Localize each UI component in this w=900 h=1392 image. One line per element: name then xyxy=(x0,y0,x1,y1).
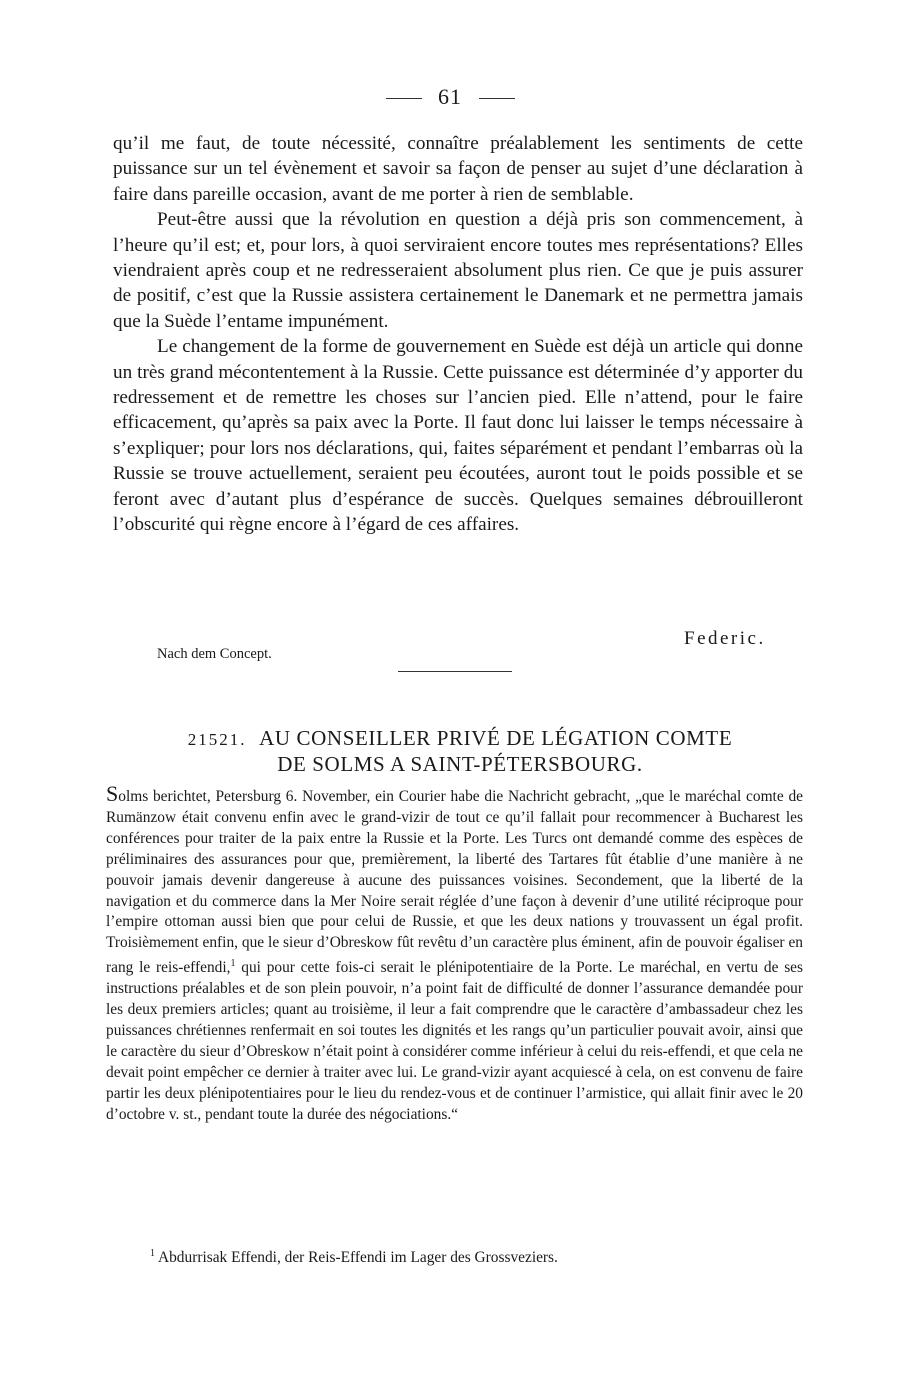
page-header xyxy=(0,84,900,110)
footnote xyxy=(150,1248,558,1267)
letter-paragraph-1: qu’il me faut, de toute nécessité, connaître préalablement les sentiments de cette puissance sur un tel évènement et savoir sa façon de penser au sujet d’une déclaration à faire dans pareille occasion, avant de me porter à rien de semblable. xyxy=(113,133,803,205)
letter-body xyxy=(113,131,803,538)
section-body-part-2: qui pour cette fois-ci serait le plénipotentiaire de la Porte. Le maréchal, en vertu de ses instructions préalables et de son plein pouvoir, n’a point fait de difficulté de donner l’assurance demandée pour les deux premiers articles; quant au troisième, il leur a fait comprendre que le caractère d’ambassadeur chez les puissances chrétiennes renfermait en soi toutes les dignités et les rangs qu’un particulier pouvait avoir, ainsi que le caractère du sieur d’Obreskow n’était point à considérer comme inférieur à celui du reis-effendi, et que cela ne devait point empêcher ce dernier à traiter avec lui. Le grand-vizir ayant acquiescé à cela, on est convenu de faire partir les deux plénipotentiaires pour le lieu du rendez-vous et de continuer l’armistice, qui allait finir avec le 20 d’octobre v. st., pendant toute la durée des négociations.“ xyxy=(106,959,803,1123)
header-dash-right xyxy=(479,98,515,99)
footnote-reference: 1 xyxy=(230,958,236,970)
page-number: 61 xyxy=(438,84,462,109)
dropcap: S xyxy=(106,781,119,806)
section-heading xyxy=(110,726,810,776)
signature: Federic. xyxy=(684,628,766,649)
section-divider xyxy=(398,671,512,672)
section-body xyxy=(106,781,803,1126)
section-title-line-1: AU CONSEILLER PRIVÉ DE LÉGATION COMTE xyxy=(259,726,733,750)
footnote-mark: 1 xyxy=(150,1248,155,1259)
section-heading-line-1 xyxy=(110,726,810,752)
footnote-text: Abdurrisak Effendi, der Reis-Effendi im Lager des Grossveziers. xyxy=(158,1249,558,1267)
section-body-part-1: olms berichtet, Petersburg 6. November, ein Courier habe die Nachricht gebracht, „que le maréchal comte de Rumänzow était convenu enfin avec le grand-vizir de tout ce qu’il fallait pour recommencer à Bucharest les conférences pour traiter de la paix entre la Russie et la Porte. Les Turcs ont demandé comme des espèces de préliminaires des assurances pour que, premièrement, la liberté des Tartares fût établie d’une manière à ne pouvoir jamais devenir dangereuse à aucune des puissances voisines. Secondement, que la liberté de la navigation et du commerce dans la Mer Noire serait réglée d’une façon à devenir d’une utilité réciproque pour l’empire ottoman aussi bien que pour celui de Russie, et que les deux nations y trouvassent un égal profit. Troisièmement enfin, que le sieur d’Obreskow fût revêtu d’un caractère plus éminent, afin de pouvoir égaliser en rang le reis-effendi, xyxy=(106,788,803,977)
letter-paragraph-2: Peut-être aussi que la révolution en question a déjà pris son commencement, à l’heure qu’il est; et, pour lors, à quoi serviraient encore toutes mes représentations? Elles viendraient après coup et ne redresseraient absolument plus rien. Ce que je puis assurer de positif, c’est que la Russie assistera certainement le Danemark et ne permettra jamais que la Suède l’entame impunément. xyxy=(113,209,803,332)
section-paragraph xyxy=(106,781,803,1126)
section-number: 21521. xyxy=(187,730,247,749)
section-title-line-2: DE SOLMS A SAINT-PÉTERSBOURG. xyxy=(277,752,643,776)
header-dash-left xyxy=(386,98,422,99)
source-note: Nach dem Concept. xyxy=(157,646,272,662)
letter-paragraph-3: Le changement de la forme de gouvernement en Suède est déjà un article qui donne un très grand mécontentement à la Russie. Cette puissance est déterminée d’y apporter du redressement et de remettre les choses sur l’ancien pied. Elle n’attend, pour le faire efficacement, qu’après sa paix avec la Porte. Il faut donc lui laisser le temps nécessaire à s’expliquer; pour lors nos déclarations, qui, faites séparément et pendant l’embarras où la Russie se trouve actuellement, seraient peu écoutées, auront tout le poids possible et se feront avec d’autant plus d’espérance de succès. Quelques semaines débrouilleront l’obscurité qui règne encore à l’égard de ces affaires. xyxy=(113,336,803,536)
